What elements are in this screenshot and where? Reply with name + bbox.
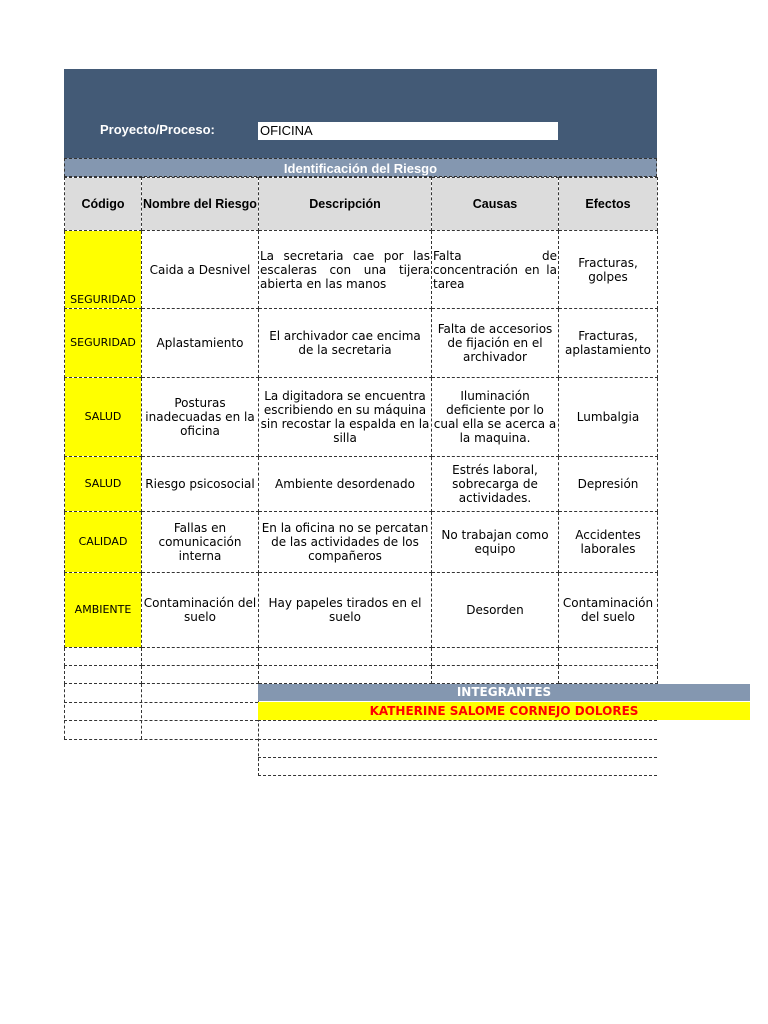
team-title: INTEGRANTES [258,684,750,701]
risk-code[interactable]: AMBIENTE [65,573,142,648]
empty-cell[interactable] [65,666,142,684]
grid-line [64,739,258,740]
risk-description[interactable]: Hay papeles tirados en el suelo [259,573,432,648]
risk-effects[interactable]: Accidentes laborales [559,512,658,573]
col-header-causes: Causas [432,178,559,231]
grid-line [258,720,657,721]
empty-cell[interactable] [432,648,559,666]
empty-cell[interactable] [142,666,259,684]
risk-name[interactable]: Aplastamiento [142,309,259,378]
grid-line [141,684,142,739]
risk-code[interactable]: CALIDAD [65,512,142,573]
empty-cell[interactable] [142,648,259,666]
risk-code[interactable]: SALUD [65,457,142,512]
empty-cell[interactable] [432,666,559,684]
empty-cell[interactable] [259,666,432,684]
table-row [65,309,658,378]
risk-description[interactable]: En la oficina no se percatan de las actividades de los compañeros [259,512,432,573]
section-title: Identificación del Riesgo [64,158,657,177]
team-member[interactable] [258,702,750,720]
grid-line [258,775,657,776]
risk-effects[interactable]: Contaminación del suelo [559,573,658,648]
project-label: Proyecto/Proceso: [100,122,215,137]
risk-effects[interactable]: Fracturas, aplastamiento [559,309,658,378]
empty-cell[interactable] [559,666,658,684]
grid-line [258,757,657,758]
risk-name[interactable]: Contaminación del suelo [142,573,259,648]
table-row [65,231,658,309]
risk-description[interactable]: La digitadora se encuentra escribiendo en su máquina sin recostar la espalda en la silla [259,378,432,457]
risk-name[interactable]: Riesgo psicosocial [142,457,259,512]
risk-description[interactable]: La secretaria cae por las escaleras con una tijera abierta en las manos [259,231,432,309]
table-header-row [65,178,658,231]
risk-causes[interactable]: Iluminación deficiente por lo cual ella se acerca a la maquina. [432,378,559,457]
risk-table [64,177,658,684]
table-row [65,573,658,648]
col-header-effects: Efectos [559,178,658,231]
empty-cell[interactable] [559,648,658,666]
risk-effects[interactable]: Lumbalgia [559,378,658,457]
risk-causes[interactable]: Estrés laboral, sobrecarga de actividades. [432,457,559,512]
team-member-name: KATHERINE SALOME CORNEJO DOLORES [369,704,639,718]
table-row [65,512,658,573]
risk-causes[interactable]: Falta de concentración en la tarea [432,231,559,309]
col-header-name: Nombre del Riesgo [142,178,259,231]
grid-line [64,720,258,721]
risk-description[interactable]: Ambiente desordenado [259,457,432,512]
risk-name[interactable]: Caida a Desnivel [142,231,259,309]
col-header-description: Descripción [259,178,432,231]
risk-code[interactable]: SALUD [65,378,142,457]
risk-causes[interactable]: Falta de accesorios de fijación en el archivador [432,309,559,378]
empty-cell[interactable] [259,648,432,666]
header-band [64,69,657,158]
risk-code[interactable]: SEGURIDAD [65,231,142,309]
risk-code[interactable]: SEGURIDAD [65,309,142,378]
risk-effects[interactable]: Depresión [559,457,658,512]
risk-causes[interactable]: No trabajan como equipo [432,512,559,573]
empty-cell[interactable] [65,648,142,666]
risk-name[interactable]: Posturas inadecuadas en la oficina [142,378,259,457]
risk-description[interactable]: El archivador cae encima de la secretaria [259,309,432,378]
table-row [65,457,658,512]
risk-effects[interactable]: Fracturas, golpes [559,231,658,309]
project-field[interactable]: OFICINA [258,122,558,140]
grid-line [64,702,258,703]
risk-name[interactable]: Fallas en comunicación interna [142,512,259,573]
risk-causes[interactable]: Desorden [432,573,559,648]
empty-row [65,648,658,666]
empty-row [65,666,658,684]
table-row [65,378,658,457]
grid-line [64,684,65,739]
grid-line [258,739,657,740]
col-header-code: Código [65,178,142,231]
